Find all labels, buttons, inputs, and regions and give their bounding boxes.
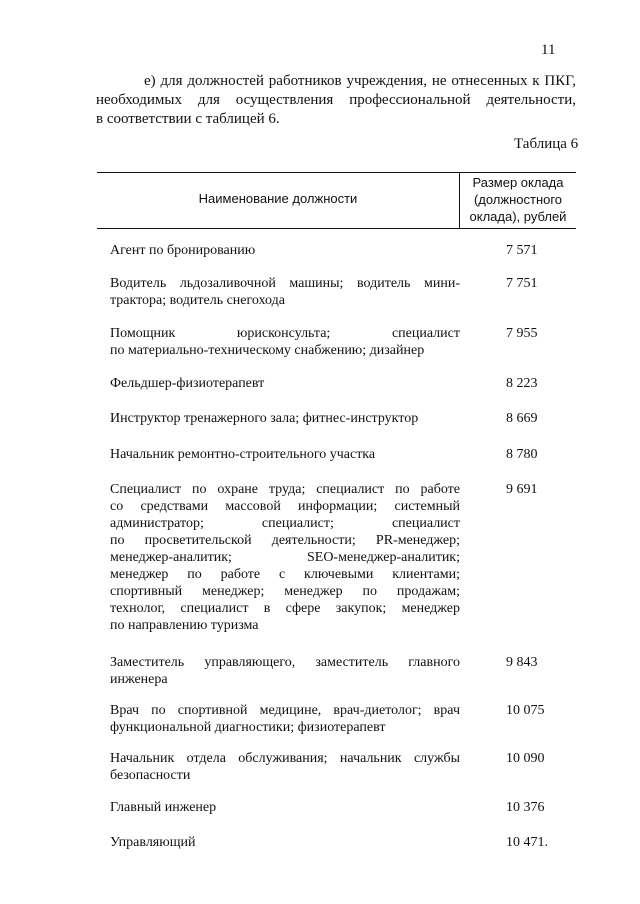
salary-value: 10 471. [506, 835, 548, 850]
salary-value: 8 669 [506, 411, 538, 426]
position-name-line: Врач по спортивной медицине, врач-диетолог; врач [110, 703, 460, 718]
position-name [110, 799, 460, 816]
column-header-salary-line-1: Размер оклада [472, 175, 564, 190]
position-name [110, 375, 460, 392]
column-header-salary-line-3: оклада), рублей [469, 209, 567, 224]
position-name [110, 702, 460, 736]
position-name-line: безопасности [110, 768, 191, 783]
position-name [110, 446, 460, 463]
position-name-line: Специалист по охране труда; специалист по работе [110, 482, 460, 497]
position-name-line: технолог, специалист в сфере закупок; менеджер [110, 601, 460, 616]
table-top-rule [97, 172, 576, 173]
position-name-line: функциональной диагностики; физиотерапевт [110, 720, 386, 735]
position-name-line: менеджер по работе с ключевыми клиентами; [110, 567, 460, 582]
column-header-salary [460, 174, 576, 225]
table-caption: Таблица 6 [514, 136, 579, 152]
position-name-line: Помощник юрисконсульта; специалист [110, 326, 460, 341]
intro-paragraph [96, 72, 576, 129]
table-header-bottom-rule [97, 228, 576, 229]
position-name-line: Начальник отдела обслуживания; начальник службы [110, 751, 460, 766]
intro-line-3: в соответствии с таблицей 6. [96, 111, 280, 127]
intro-line-2: необходимых для осуществления профессиональной деятельности, [96, 92, 576, 108]
position-name [110, 275, 460, 309]
intro-line-1: е) для должностей работников учреждения, не отнесенных к ПКГ, [144, 73, 576, 89]
position-name-line: Фельдшер-физиотерапевт [110, 376, 265, 391]
salary-value: 9 691 [506, 482, 538, 497]
salary-value: 9 843 [506, 655, 538, 670]
position-name-line: инженера [110, 672, 168, 687]
position-name-line: по направлению туризма [110, 618, 259, 633]
position-name [110, 410, 460, 427]
salary-value: 7 955 [506, 326, 538, 341]
salary-value: 10 075 [506, 703, 545, 718]
position-name-line: со средствами массовой информации; системный [110, 499, 460, 514]
salary-value: 10 376 [506, 800, 545, 815]
position-name-line: Главный инженер [110, 800, 217, 815]
position-name-line: по просветительской деятельности; PR-менеджер; [110, 533, 460, 548]
position-name [110, 654, 460, 688]
position-name-line: спортивный менеджер; менеджер по продажам; [110, 584, 460, 599]
position-name-line: Управляющий [110, 835, 196, 850]
salary-value: 8 223 [506, 376, 538, 391]
page-number: 11 [541, 42, 556, 58]
salary-value: 7 751 [506, 276, 538, 291]
position-name-line: трактора; водитель снегохода [110, 293, 285, 308]
salary-value: 7 571 [506, 243, 538, 258]
position-name [110, 834, 460, 851]
position-name [110, 750, 460, 784]
position-name-line: Начальник ремонтно-строительного участка [110, 447, 376, 462]
position-name-line: Водитель льдозаливочной машины; водитель мини- [110, 276, 460, 291]
position-name-line: по материально-техническому снабжению; дизайнер [110, 343, 425, 358]
position-name-line: Инструктор тренажерного зала; фитнес-инструктор [110, 411, 419, 426]
position-name-line: Заместитель управляющего, заместитель главного [110, 655, 460, 670]
position-name [110, 242, 460, 259]
column-header-position-name: Наименование должности [198, 191, 358, 206]
position-name [110, 325, 460, 359]
salary-value: 8 780 [506, 447, 538, 462]
position-name [110, 481, 460, 634]
salary-value: 10 090 [506, 751, 545, 766]
position-name-line: менеджер-аналитик; SEO-менеджер-аналитик; [110, 550, 460, 565]
position-name-line: администратор; специалист; специалист [110, 516, 460, 531]
position-name-line: Агент по бронированию [110, 243, 256, 258]
column-header-salary-line-2: (должностного [473, 192, 563, 207]
